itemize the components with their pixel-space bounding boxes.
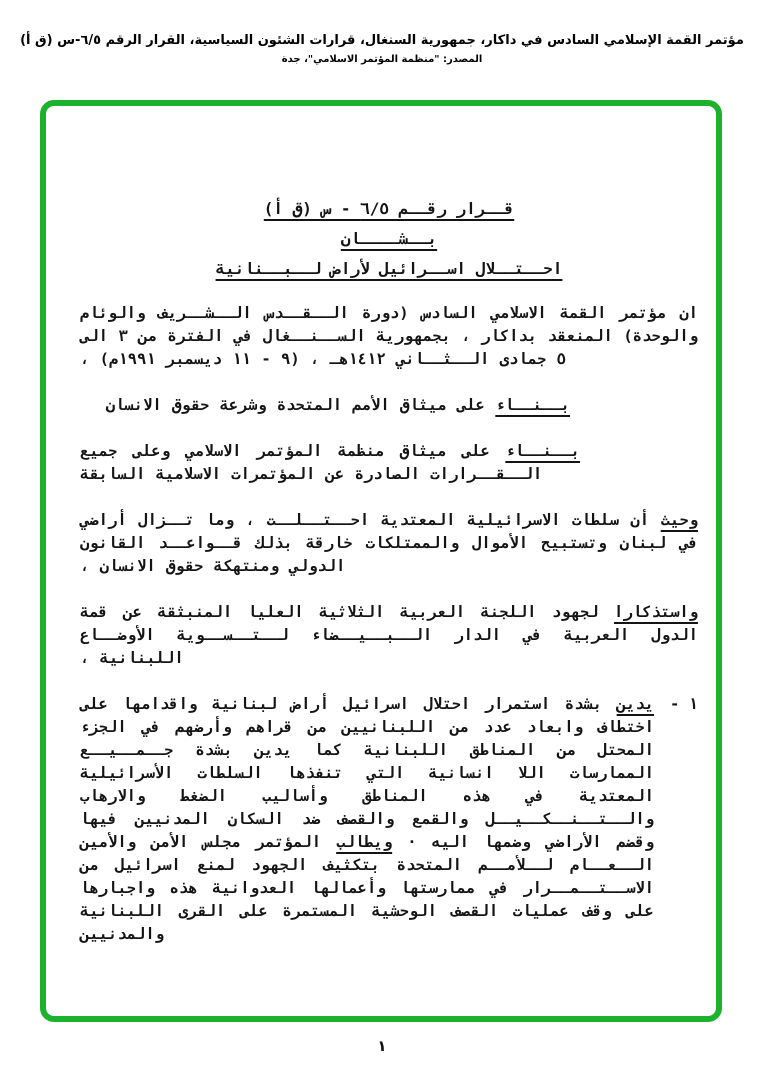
- underlined-keyword: وحيث: [660, 511, 698, 529]
- resolution-title-line: احــتــلال اســرائيل لأراض لــبــنانية: [215, 259, 563, 278]
- document-frame: [40, 100, 722, 1022]
- page-number: ١: [377, 1037, 387, 1055]
- text-segment: بشدة استمرار احتلال اسرائيل أراض لبنانية واقدامها على اختطاف وابعاد عدد من اللبنانيين من قراهم وأرضهم في الجزء المحتل من المناطق اللبنانية كما يدين بشدة جــمــيــع الممارسات اللا انسانية التي تنفذها السلطات الأسرائيلية المعتدية في هذه المناطق وأساليب الضغط والارهاب والــتــنــكــيــل والقمع والقصف ضد السكان المدنيين فيها وقضم الأراضي وضمها اليه ·: [80, 695, 655, 851]
- underlined-keyword: ويطالب: [336, 833, 393, 851]
- text-segment: على ميثاق الأمم المتحدة وشرعة حقوق الانسان: [105, 396, 496, 414]
- archive-header-title: مؤتمر القمة الإسلامي السادس في داكار، جمهورية السنغال، قرارات الشئون السياسية، القرار الرقم ٦/٥-س (ق أ): [20, 33, 744, 48]
- resolution-title-line: قــرار رقــم ٦/٥ - س (ق أ): [263, 199, 515, 218]
- preamble-oic-charter: [80, 440, 580, 486]
- operative-clause: [80, 693, 698, 946]
- document-body: [46, 106, 716, 946]
- archive-header: [0, 32, 764, 66]
- preamble-whereas: [80, 509, 698, 578]
- text-segment: المؤتمر مجلس الأمن والأمين الــعــام لــلأمــم المتحدة بتكثيف الجهود لمنع اسرائيل من الاســتــمــرار في ممارستها وأعمالها العدوانية هذه واجبارها على وقف عمليات القصف الوحشية المستمرة على القرى اللبنانية والمدنيين: [80, 833, 654, 943]
- text-segment: أن سلطات الاسرائيلية المعتدية احــتــلــت ، وما تــزال أراضي في لبنان وتستبيح الأموال والممتلكات خارقة بذلك قــواعــد القانون الدولي ومنتهكة حقوق الانسان ،: [80, 511, 698, 575]
- underlined-keyword: واستذكارا: [614, 603, 698, 621]
- clause-text: [80, 693, 654, 946]
- operative-clauses: [80, 693, 698, 946]
- underlined-keyword: يدين: [616, 695, 654, 713]
- archive-header-source: المصدر: "منظمة المؤتمر الاسلامي"، جدة: [281, 54, 483, 65]
- resolution-title-line: بــشــــان: [340, 229, 438, 248]
- preamble-session: [80, 302, 698, 371]
- preamble-recalling: [80, 601, 698, 670]
- text-segment: على ميثاق منظمة المؤتمر الاسلامي وعلى جميع الــقــرارات الصادرة عن المؤتمرات الاسلامية السابقة: [80, 442, 543, 483]
- resolution-title: [80, 194, 698, 284]
- text-segment: لجهود اللجنة العربية الثلاثية العليا المنبثقة عن قمة الدول العربية في الدار الــبــيــضاء لــتــســوية الأوضــاع اللبنانية ،: [80, 603, 698, 667]
- clause-number: ١ -: [669, 695, 698, 713]
- underlined-keyword: بــنــاء: [505, 442, 580, 460]
- preamble-un-charter: [80, 394, 570, 417]
- preamble-paragraphs: [80, 302, 698, 670]
- text-segment: ان مؤتمر القمة الاسلامي السادس (دورة الــقــدس الــشــريف والوئام والوحدة) المنعقد بداكار ، بجمهورية الســنــغال في الفترة من ٣ الى ٥ جمادى الــثــاني ١٤١٢هـ ، (٩ - ١١ ديسمبر ١٩٩١م) ،: [80, 304, 698, 368]
- underlined-keyword: بــنــاء: [495, 396, 570, 414]
